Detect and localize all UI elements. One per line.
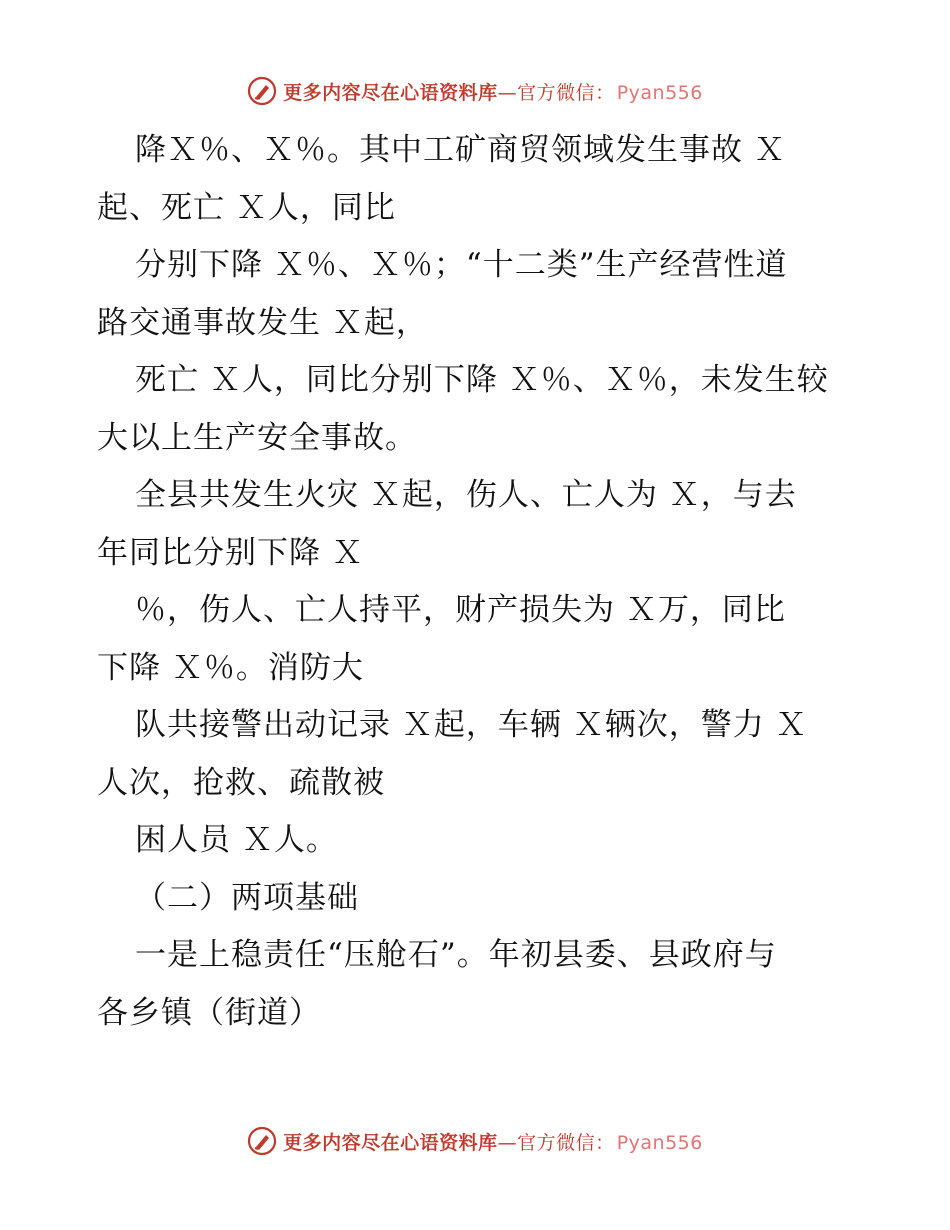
text-line: 分别下降 Ｘ％、Ｘ％；“十二类”生产经营性道 (135, 247, 788, 283)
text-line: 大以上生产安全事故。 (97, 419, 417, 456)
text-line: 降Ｘ％、Ｘ％。其中工矿商贸领域发生事故 Ｘ (135, 132, 786, 168)
header-separator-text: —官方微信： (497, 81, 615, 104)
footer-text (283, 1128, 703, 1155)
footer-handle: Pyan556 (616, 1131, 703, 1154)
text-line: 一是上稳责任“压舱石”。年初县委、县政府与 (135, 937, 777, 973)
text-line: 路交通事故发生 Ｘ起， (97, 304, 428, 341)
text-line: 人次，抢救、疏散被 (97, 764, 385, 801)
header-main-text: 更多内容尽在心语资料库 (283, 81, 498, 104)
text-line: ％，伤人、亡人持平，财产损失为 Ｘ万，同比 (135, 592, 786, 628)
text-line: 队共接警出动记录 Ｘ起，车辆 Ｘ辆次，警力 Ｘ (135, 707, 808, 743)
header-watermark (0, 74, 950, 108)
text-line: 下降 Ｘ％。消防大 (97, 649, 364, 686)
footer-separator-text: —官方微信： (497, 1131, 615, 1154)
footer-main-text: 更多内容尽在心语资料库 (283, 1131, 498, 1154)
text-line: 困人员 Ｘ人。 (135, 822, 338, 858)
pen-logo-icon (247, 1126, 277, 1156)
text-line: 年同比分别下降 Ｘ (97, 534, 364, 571)
text-line: 全县共发生火灾 Ｘ起，伤人、亡人为 Ｘ，与去 (135, 477, 797, 513)
document-body (97, 122, 857, 1042)
header-text (283, 78, 703, 105)
text-line: 死亡 Ｘ人，同比分别下降 Ｘ％、Ｘ％，未发生较 (135, 362, 829, 398)
text-line: 各乡镇（街道） (97, 994, 321, 1031)
header-handle: Pyan556 (616, 81, 703, 104)
footer-watermark (0, 1124, 950, 1158)
pen-logo-icon (247, 76, 277, 106)
text-line: （二）两项基础 (135, 879, 359, 916)
text-line: 起、死亡 Ｘ人，同比 (97, 189, 396, 226)
